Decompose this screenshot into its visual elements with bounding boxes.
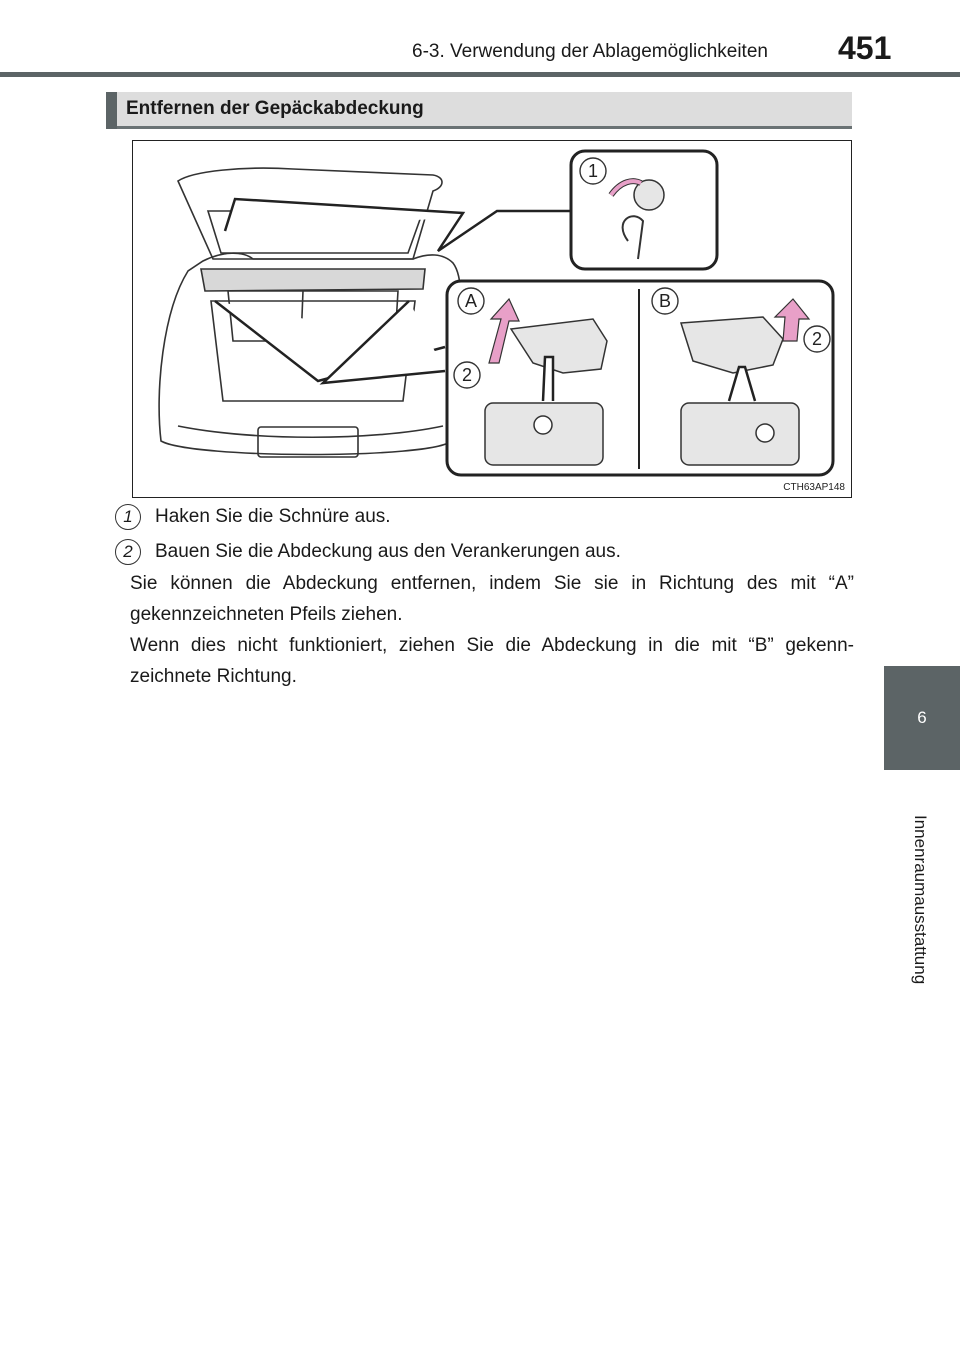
section-heading-bar [106,92,117,129]
pointer-to-detail-1 [225,199,573,251]
callout-step-2a: 2 [461,365,473,385]
section-heading [106,92,852,129]
header-rule [0,72,960,77]
body-line-2: gekennzeichneten Pfeils ziehen. [130,604,403,625]
header-section-title: 6-3. Verwendung der Ablagemöglichkeiten [412,41,768,62]
cargo-cover [201,269,425,291]
license-plate [258,427,358,457]
step-2-text: Bauen Sie die Abdeckung aus den Verankerungen aus. [155,541,621,562]
illustration-drawing [133,141,851,497]
callout-label-b: B [658,291,672,311]
detail-pointer-a [543,357,553,401]
body-line-3: Wenn dies nicht funktioniert, ziehen Sie die Abdeckung in die mit “B” gekenn- [130,635,854,656]
chapter-side-label-text: Innenraumausstattung [911,815,930,985]
section-heading-text: Entfernen der Gepäckabdeckung [126,98,424,119]
illustration [132,140,852,498]
step-2-number: 2 [115,539,141,565]
chapter-tab: 6 [884,666,960,770]
figure-code: CTH63AP148 [783,482,845,493]
page-number: 451 [838,30,892,66]
step-1-number: 1 [115,504,141,530]
callout-label-a: A [464,291,478,311]
callout-step-1: 1 [587,161,599,181]
step-1-text: Haken Sie die Schnüre aus. [155,506,391,527]
callout-step-2b: 2 [811,329,823,349]
body-line-4: zeichnete Richtung. [130,666,297,687]
body-line-1: Sie können die Abdeckung entfernen, indem Sie sie in Richtung des mit “A” [130,573,854,594]
